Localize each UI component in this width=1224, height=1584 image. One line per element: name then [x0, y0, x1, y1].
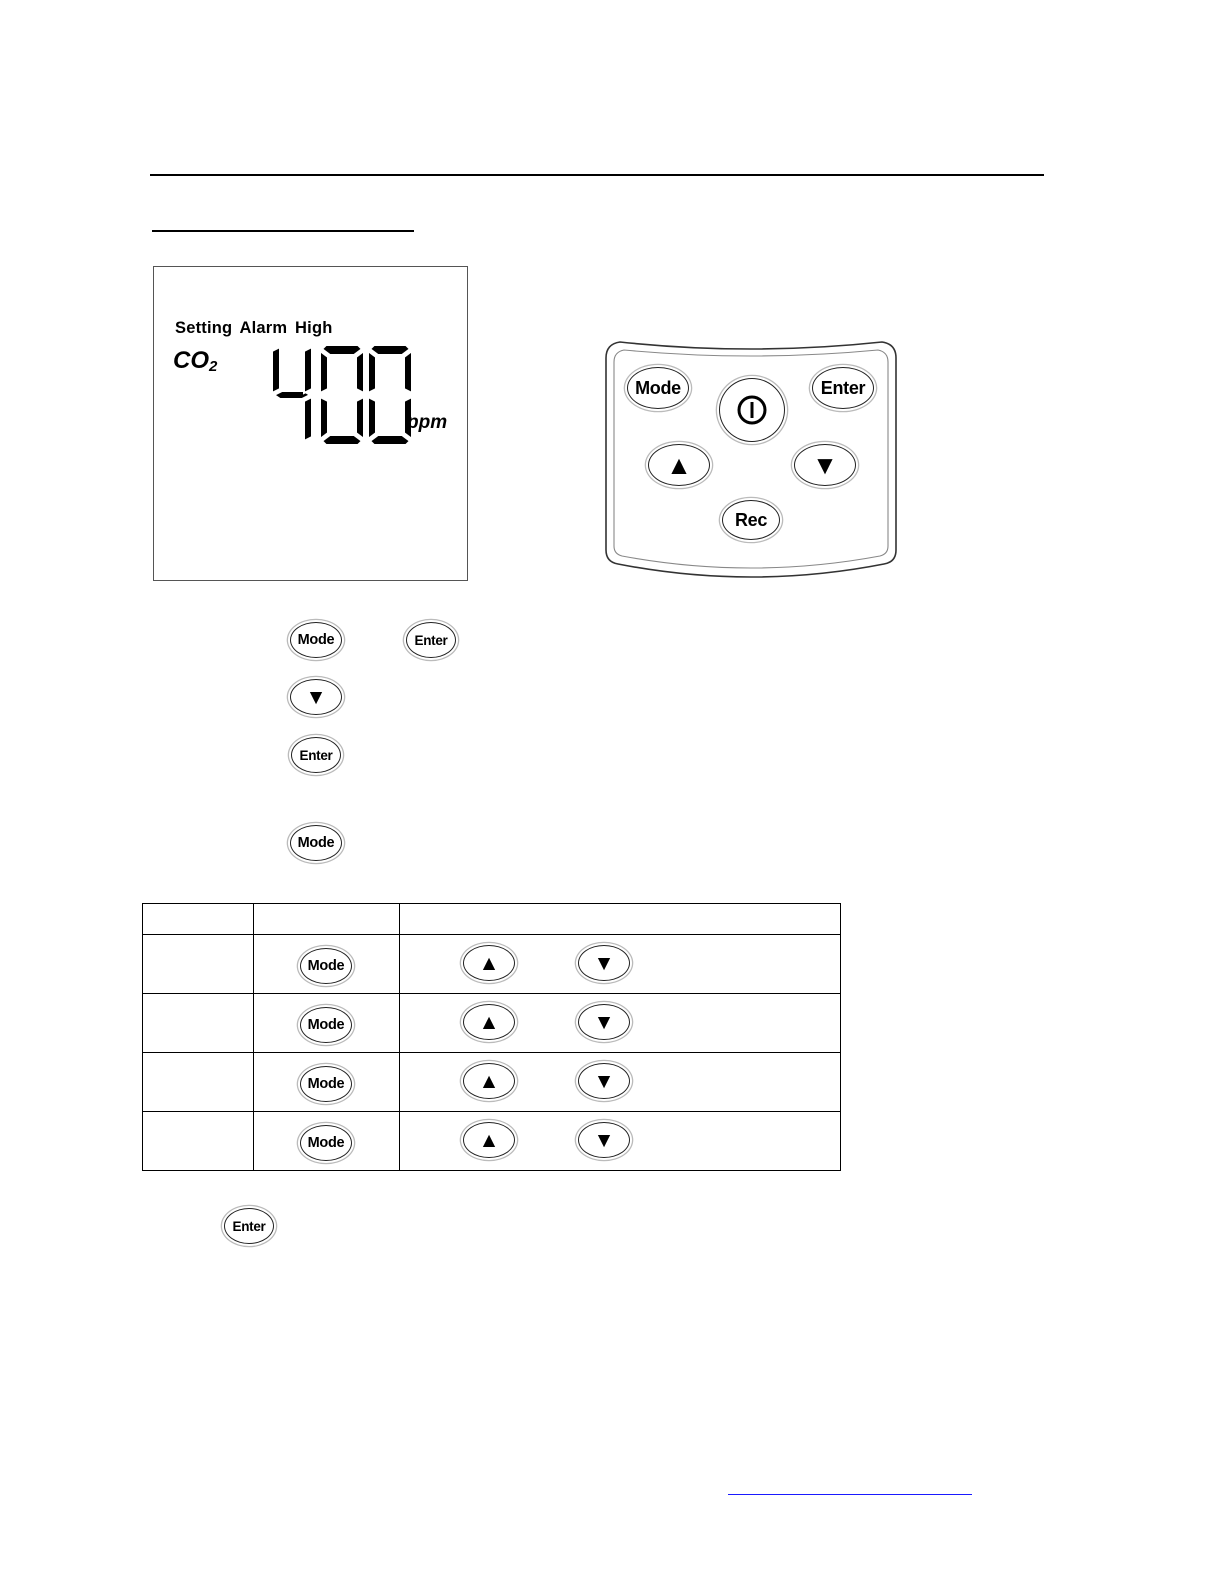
table-cell	[400, 1112, 841, 1171]
table-row	[143, 1053, 841, 1112]
power-icon	[735, 393, 769, 427]
table-cell	[254, 994, 400, 1053]
settings-table	[142, 903, 841, 1171]
table-header-row	[143, 904, 841, 935]
lcd-parameter: $CO_2$	[173, 347, 218, 375]
table-header-cell	[254, 904, 400, 935]
table-cell	[143, 935, 254, 994]
table-cell	[254, 1053, 400, 1112]
table-row	[143, 1112, 841, 1171]
table-header-cell	[400, 904, 841, 935]
down-key-icon: ▼	[578, 1122, 630, 1158]
table-header-cell	[143, 904, 254, 935]
table-cell	[254, 1112, 400, 1171]
table-cell	[400, 935, 841, 994]
section-heading-underline	[152, 230, 414, 232]
step1-enter-key: Enter	[406, 622, 456, 658]
down-key-icon: ▼	[578, 945, 630, 981]
down-button[interactable]	[794, 444, 856, 486]
up-key-icon: ▲	[463, 1063, 515, 1099]
table-cell	[400, 1053, 841, 1112]
mode-button[interactable]: Mode	[627, 367, 689, 409]
power-button[interactable]	[719, 378, 785, 442]
table-cell	[143, 1112, 254, 1171]
lcd-display	[153, 266, 468, 581]
mode-key-icon: Mode	[300, 948, 352, 984]
down-arrow-icon: ▼	[305, 685, 327, 709]
step2-down-key	[290, 679, 342, 715]
table-cell	[400, 994, 841, 1053]
final-enter-key: Enter	[224, 1208, 274, 1244]
table-row	[143, 935, 841, 994]
step4-mode-key: Mode	[290, 825, 342, 861]
down-key-icon: ▼	[578, 1063, 630, 1099]
table-cell	[254, 935, 400, 994]
enter-button[interactable]: Enter	[812, 367, 874, 409]
table-cell	[143, 1053, 254, 1112]
lcd-status-label: Setting Alarm High	[175, 319, 333, 337]
lcd-unit: ppm	[407, 412, 448, 433]
header-rule	[150, 174, 1044, 176]
lcd-reading-digits	[264, 345, 414, 445]
up-key-icon: ▲	[463, 1122, 515, 1158]
table-row	[143, 994, 841, 1053]
rec-button[interactable]: Rec	[722, 500, 780, 540]
up-key-icon: ▲	[463, 945, 515, 981]
down-key-icon: ▼	[578, 1004, 630, 1040]
step1-mode-key: Mode	[290, 622, 342, 658]
table-cell	[143, 994, 254, 1053]
mode-key-icon: Mode	[300, 1125, 352, 1161]
up-arrow-icon: ▲	[666, 450, 692, 480]
keypad-panel	[604, 340, 898, 580]
mode-key-icon: Mode	[300, 1066, 352, 1102]
footer-link-underline[interactable]	[728, 1494, 972, 1495]
down-arrow-icon: ▼	[812, 450, 838, 480]
step3-enter-key: Enter	[291, 737, 341, 773]
mode-key-icon: Mode	[300, 1007, 352, 1043]
up-key-icon: ▲	[463, 1004, 515, 1040]
up-button[interactable]	[648, 444, 710, 486]
